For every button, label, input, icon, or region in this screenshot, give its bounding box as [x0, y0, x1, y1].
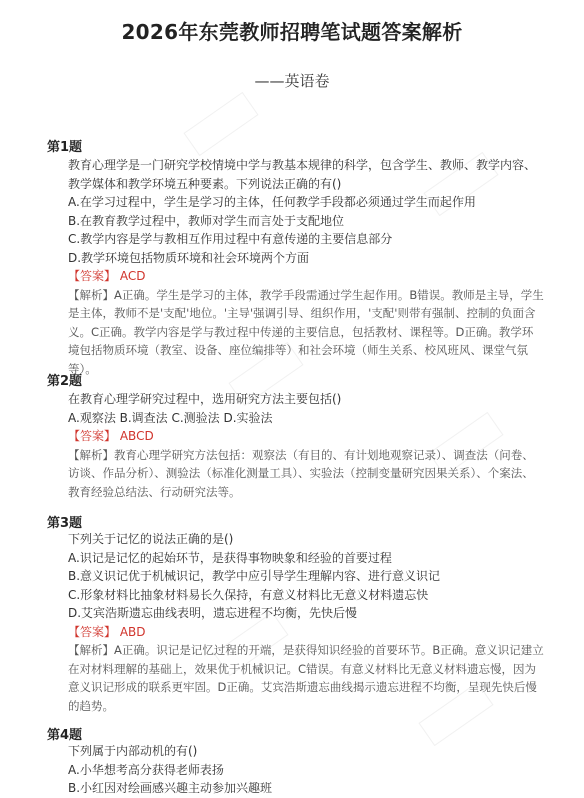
option-a: A.小华想考高分获得老师表扬 — [68, 762, 224, 777]
analysis-text: 【解析】A正确。识记是记忆过程的开端，是获得知识经验的首要环节。B正确。意义识记建立在对材料理解的基础上，效果优于机械识记。C错误。有意义材料比无意义材料遗忘慢，因为意义识记形成的联系更牢固。D正确。艾宾浩斯遗忘曲线揭示遗忘进程不均衡，呈现先快后慢的趋势。 — [68, 643, 544, 713]
answer-line — [68, 623, 544, 642]
option-a: A.识记是记忆的起始环节，是获得事物映象和经验的首要过程 — [68, 550, 392, 565]
analysis-text: 【解析】A正确。学生是学习的主体，教学手段需通过学生起作用。B错误。教师是主导，学生是主体，教师不是'支配'地位。'主导'强调引导、组织作用，'支配'则带有强制、控制的负面含义。C正确。教学内容是学与教过程中传递的主要信息，包括教材、课程等。D正确。教学环境包括物质环境（教室、设备、座位编排等）和社会环境（师生关系、校风班风、课堂气氛等）。 — [68, 287, 544, 376]
question-stem: 下列属于内部动机的有() — [68, 744, 198, 758]
question-heading: 第3题 — [47, 516, 83, 531]
answer-value: ACD — [119, 269, 146, 283]
page-subtitle: ——英语卷 — [254, 72, 330, 90]
question-block — [68, 156, 544, 378]
answer-line — [68, 267, 544, 286]
option-c: C.教学内容是学与教相互作用过程中有意传递的主要信息部分 — [68, 232, 393, 246]
question-heading: 第1题 — [47, 140, 83, 155]
option-c: C.形象材料比抽象材料易长久保持，有意义材料比无意义材料遗忘快 — [68, 587, 429, 602]
question-heading: 第4题 — [47, 728, 83, 743]
answer-label: 【答案】 — [68, 269, 117, 283]
option-b: B.在教育教学过程中，教师对学生而言处于支配地位 — [68, 213, 345, 228]
option-a: A.在学习过程中，学生是学习的主体，任何教学手段都必须通过学生而起作用 — [68, 195, 476, 209]
option-b: B.意义识记优于机械识记，教学中应引导学生理解内容、进行意义识记 — [68, 569, 441, 583]
question-stem: 下列关于记忆的说法正确的是() — [68, 532, 234, 546]
question-block — [68, 530, 544, 715]
option-d: D.教学环境包括物质环境和社会环境两个方面 — [68, 250, 310, 265]
question-block — [68, 390, 544, 501]
answer-value: ABD — [119, 624, 146, 639]
option-line: A.观察法 B.调查法 C.测验法 D.实验法 — [68, 410, 273, 425]
question-stem: 教育心理学是一门研究学校情境中学与教基本规律的科学，包含学生、教师、教学内容、教学媒体和教学环境五种要素。下列说法正确的有() — [68, 158, 537, 191]
question-block — [68, 742, 544, 798]
question-stem: 在教育心理学研究过程中，选用研究方法主要包括() — [68, 392, 342, 406]
answer-label: 【答案】 — [68, 429, 117, 443]
answer-line — [68, 427, 544, 446]
option-b: B.小红因对绘画感兴趣主动参加兴趣班 — [68, 781, 273, 795]
answer-value: ABCD — [119, 429, 154, 443]
question-heading: 第2题 — [47, 374, 83, 389]
watermark-logo — [183, 92, 258, 156]
option-d: D.艾宾浩斯遗忘曲线表明，遗忘进程不均衡，先快后慢 — [68, 606, 358, 620]
page-title: 2026年东莞教师招聘笔试题答案解析 — [121, 20, 463, 44]
answer-label: 【答案】 — [68, 624, 117, 639]
analysis-text: 【解析】教育心理学研究方法包括：观察法（有目的、有计划地观察记录）、调查法（问卷、访谈、作品分析）、测验法（标准化测量工具）、实验法（控制变量研究因果关系）、个案法、教育经验总结法、行动研究法等。 — [68, 447, 534, 499]
